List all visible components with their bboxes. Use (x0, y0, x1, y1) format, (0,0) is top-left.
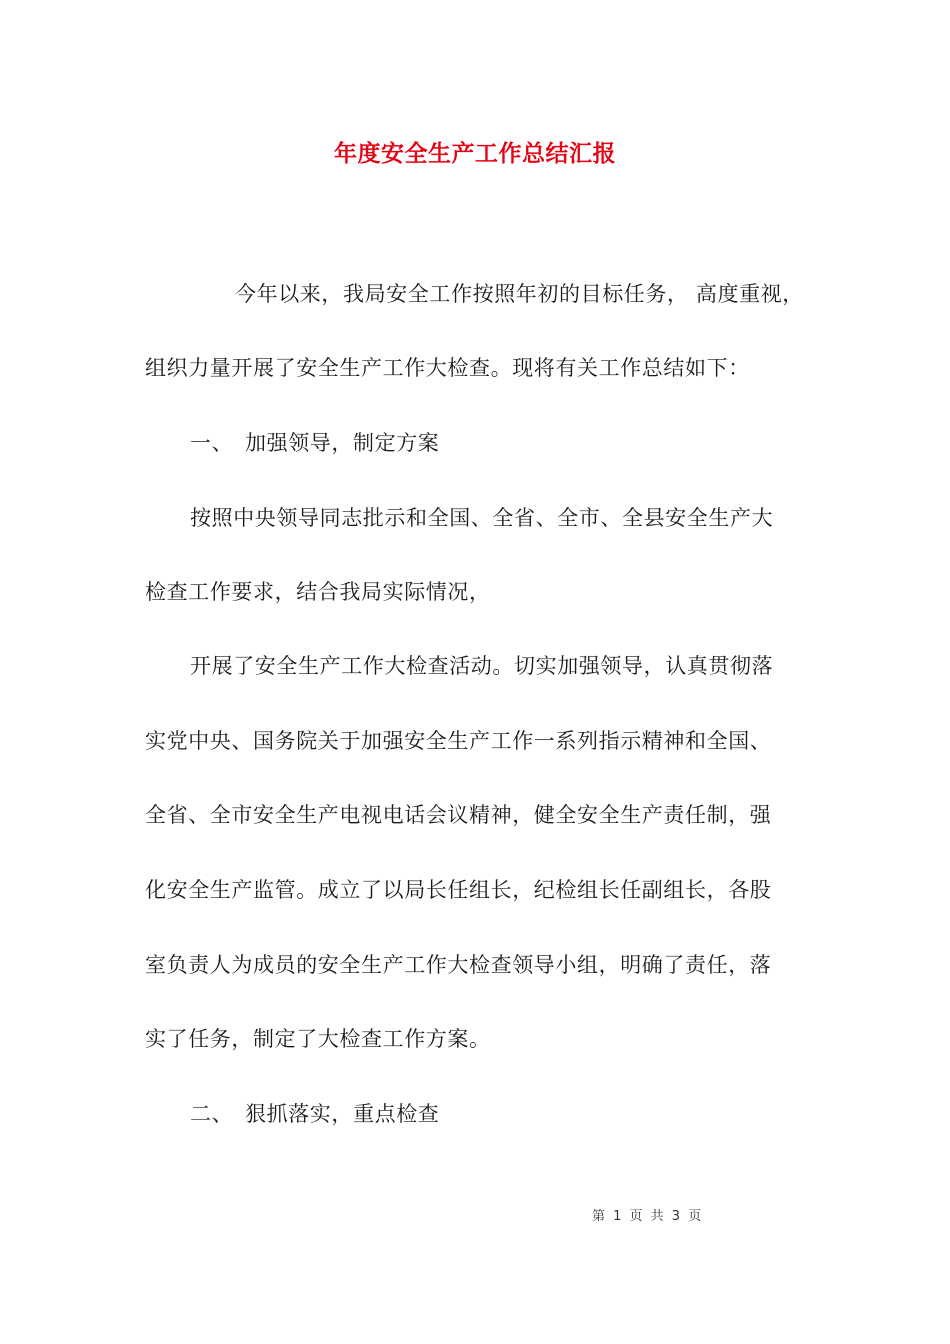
section-2-title: 狠抓落实，重点检查 (245, 1102, 440, 1126)
section-1-heading (190, 428, 439, 458)
section-1-para-2-line-3: 全省、全市安全生产电视电话会议精神，健全安全生产责任制，强 (145, 803, 772, 827)
section-2-number: 二、 (190, 1102, 234, 1126)
section-1-number: 一、 (190, 431, 234, 455)
page-number-footer: 第 1 页 共 3 页 (592, 1209, 702, 1224)
intro-line-2: 组织力量开展了安全生产工作大检查。现将有关工作总结如下： (145, 356, 750, 380)
section-1-para-2-line-1: 开展了安全生产工作大检查活动。切实加强领导，认真贯彻落 (190, 654, 774, 678)
section-1-para-2-line-4: 化安全生产监管。成立了以局长任组长，纪检组长任副组长，各股 (145, 878, 772, 902)
section-1-para-2-line-6: 实了任务，制定了大检查工作方案。 (145, 1027, 491, 1051)
section-2-heading (190, 1099, 439, 1129)
section-1-para-1-line-2: 检查工作要求，结合我局实际情况， (145, 580, 491, 604)
intro-line-1: 今年以来，我局安全工作按照年初的目标任务， 高度重视， (235, 282, 804, 306)
section-1-para-2-line-2: 实党中央、国务院关于加强安全生产工作一系列指示精神和全国、 (145, 729, 772, 753)
section-1-title: 加强领导，制定方案 (245, 431, 440, 455)
section-1-para-1-line-1: 按照中央领导同志批示和全国、全省、全市、全县安全生产大 (190, 506, 774, 530)
document-title: 年度安全生产工作总结汇报 (334, 141, 616, 167)
section-1-para-2-line-5: 室负责人为成员的安全生产工作大检查领导小组，明确了责任，落 (145, 953, 772, 977)
